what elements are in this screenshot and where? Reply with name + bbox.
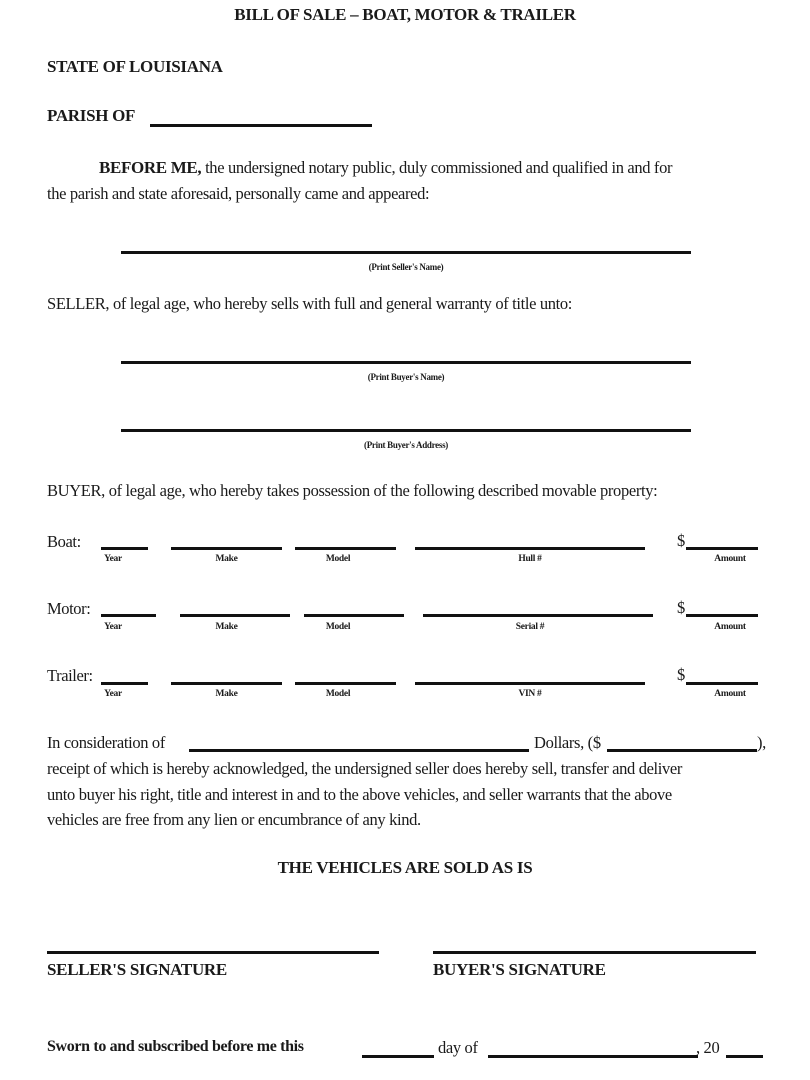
trailer-amount-label: Amount bbox=[714, 689, 746, 699]
trailer-vin-label: VIN # bbox=[518, 689, 542, 699]
consideration-dollars-label: Dollars, ($ bbox=[534, 733, 601, 752]
trailer-make-line[interactable] bbox=[171, 682, 282, 685]
boat-amount-label: Amount bbox=[714, 554, 746, 564]
boat-dollar-sign: $ bbox=[677, 531, 686, 550]
intro-line-1 bbox=[99, 158, 672, 178]
buyer-name-caption: (Print Buyer's Name) bbox=[367, 372, 445, 382]
buyer-clause: BUYER, of legal age, who hereby takes possession of the following described movable property: bbox=[47, 481, 658, 500]
seller-clause: SELLER, of legal age, who hereby sells with full and general warranty of title unto: bbox=[47, 294, 573, 313]
consideration-line-3: unto buyer his right, title and interest in and to the above vehicles, and seller warrants that the above bbox=[47, 785, 672, 804]
sworn-month-line[interactable] bbox=[488, 1055, 698, 1058]
motor-serial-label: Serial # bbox=[515, 622, 545, 632]
parish-label: PARISH OF bbox=[47, 106, 136, 125]
motor-label: Motor: bbox=[47, 599, 91, 618]
sold-as-is-heading: THE VEHICLES ARE SOLD AS IS bbox=[277, 858, 533, 877]
motor-amount-label: Amount bbox=[714, 622, 746, 632]
trailer-model-line[interactable] bbox=[295, 682, 396, 685]
trailer-make-label: Make bbox=[215, 689, 238, 699]
boat-model-label: Model bbox=[325, 554, 351, 564]
motor-dollar-sign: $ bbox=[677, 598, 686, 617]
sworn-day-line[interactable] bbox=[362, 1055, 434, 1058]
consideration-line-4: vehicles are free from any lien or encumbrance of any kind. bbox=[47, 810, 421, 829]
boat-year-line[interactable] bbox=[101, 547, 148, 550]
motor-model-label: Model bbox=[325, 622, 351, 632]
consideration-suffix: ), bbox=[757, 733, 766, 752]
motor-amount-line[interactable] bbox=[686, 614, 758, 617]
intro-text: the undersigned notary public, duly commissioned and qualified in and for bbox=[201, 158, 673, 177]
trailer-vin-line[interactable] bbox=[415, 682, 645, 685]
boat-hull-label: Hull # bbox=[518, 554, 542, 564]
trailer-label: Trailer: bbox=[47, 666, 93, 685]
intro-line-2: the parish and state aforesaid, personally came and appeared: bbox=[47, 184, 430, 203]
seller-signature-label: SELLER'S SIGNATURE bbox=[47, 960, 227, 979]
trailer-dollar-sign: $ bbox=[677, 665, 686, 684]
boat-amount-line[interactable] bbox=[686, 547, 758, 550]
buyer-address-caption: (Print Buyer's Address) bbox=[364, 440, 448, 450]
document-title: BILL OF SALE – BOAT, MOTOR & TRAILER bbox=[234, 5, 576, 24]
parish-field-line[interactable] bbox=[150, 124, 372, 127]
state-heading: STATE OF LOUISIANA bbox=[47, 57, 223, 76]
consideration-amount-line[interactable] bbox=[607, 749, 757, 752]
boat-make-line[interactable] bbox=[171, 547, 282, 550]
sworn-prefix: Sworn to and subscribed before me this bbox=[47, 1038, 304, 1055]
boat-label: Boat: bbox=[47, 532, 81, 551]
buyer-name-line[interactable] bbox=[121, 361, 691, 364]
sworn-year-prefix: , 20 bbox=[696, 1038, 720, 1057]
consideration-words-line[interactable] bbox=[189, 749, 529, 752]
boat-make-label: Make bbox=[215, 554, 238, 564]
motor-year-line[interactable] bbox=[101, 614, 156, 617]
seller-name-line[interactable] bbox=[121, 251, 691, 254]
motor-model-line[interactable] bbox=[304, 614, 404, 617]
boat-year-label: Year bbox=[104, 554, 122, 564]
trailer-model-label: Model bbox=[325, 689, 351, 699]
seller-name-caption: (Print Seller's Name) bbox=[368, 262, 444, 272]
motor-make-line[interactable] bbox=[180, 614, 290, 617]
seller-signature-line[interactable] bbox=[47, 951, 379, 954]
sworn-day-of-label: day of bbox=[438, 1038, 478, 1057]
buyer-signature-label: BUYER'S SIGNATURE bbox=[433, 960, 606, 979]
trailer-year-line[interactable] bbox=[101, 682, 148, 685]
motor-serial-line[interactable] bbox=[423, 614, 653, 617]
trailer-year-label: Year bbox=[104, 689, 122, 699]
consideration-line-2: receipt of which is hereby acknowledged, the undersigned seller does hereby sell, transfer and deliver bbox=[47, 759, 683, 778]
before-me-text: BEFORE ME, bbox=[99, 158, 202, 177]
motor-year-label: Year bbox=[104, 622, 122, 632]
trailer-amount-line[interactable] bbox=[686, 682, 758, 685]
buyer-address-line[interactable] bbox=[121, 429, 691, 432]
boat-hull-line[interactable] bbox=[415, 547, 645, 550]
boat-model-line[interactable] bbox=[295, 547, 396, 550]
buyer-signature-line[interactable] bbox=[433, 951, 756, 954]
consideration-prefix: In consideration of bbox=[47, 733, 165, 752]
sworn-year-line[interactable] bbox=[726, 1055, 763, 1058]
motor-make-label: Make bbox=[215, 622, 238, 632]
